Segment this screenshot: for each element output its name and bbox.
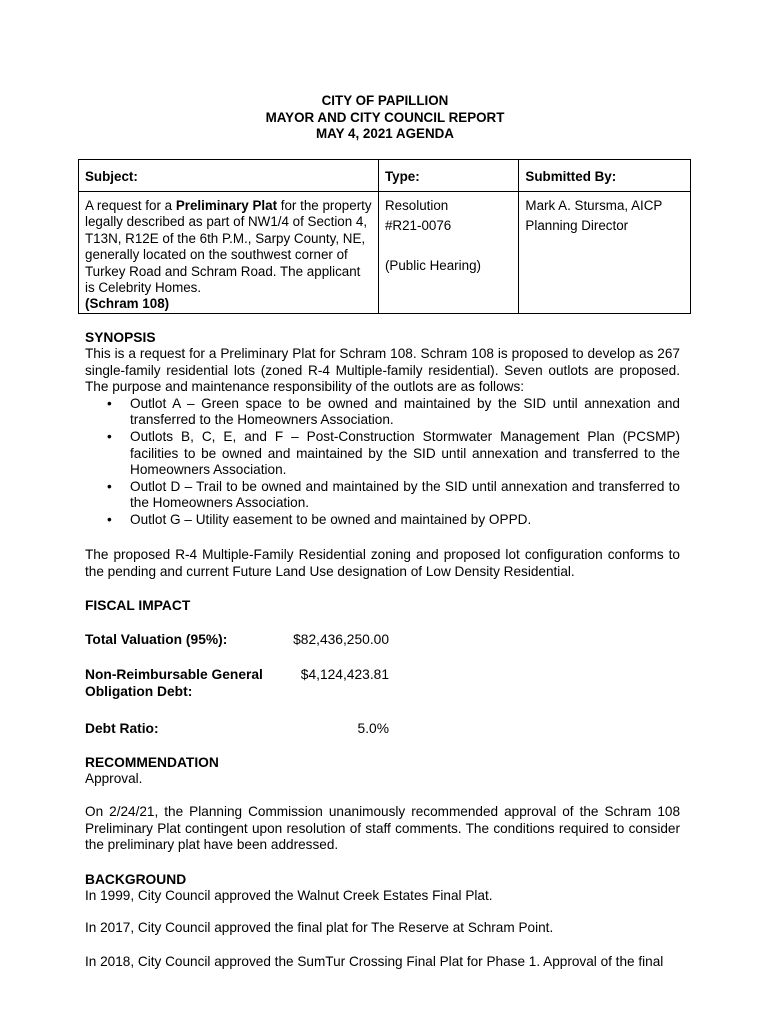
type-resolution-number: #R21-0076 <box>384 218 452 233</box>
debt-value: $4,124,423.81 <box>300 667 389 682</box>
debt-ratio-value: 5.0% <box>357 721 389 736</box>
fiscal-impact-title: FISCAL IMPACT <box>85 598 191 613</box>
agenda-date: MAY 4, 2021 AGENDA <box>316 126 454 141</box>
subject-heading: Subject: <box>79 160 379 192</box>
outlot-list-item: • Outlots B, C, E, and F – Post-Construction Stormwater Management Plan (PCSMP) facilities to be owned and maintained by the SID until annexation and transferred to the Homeowners Association. <box>130 429 680 479</box>
outlot-list-item: • Outlot A – Green space to be owned and maintained by the SID until annexation and transferred to the Homeowners Association. <box>130 396 680 429</box>
subject-text-pre: A request for a <box>85 198 176 213</box>
outlot-list-item: • Outlot D – Trail to be owned and maintained by the SID until annexation and transferred to the Homeowners Association. <box>130 479 680 512</box>
background-paragraph-2: In 2017, City Council approved the final plat for The Reserve at Schram Point. <box>85 920 554 935</box>
info-table <box>78 159 691 314</box>
background-title: BACKGROUND <box>85 872 187 887</box>
recommendation-title: RECOMMENDATION <box>85 755 219 770</box>
recommendation-text: Approval. <box>85 771 143 786</box>
submitted-by-heading: Submitted By: <box>519 160 691 192</box>
background-paragraph-3: In 2018, City Council approved the SumTur Crossing Final Plat for Phase 1. Approval of the final <box>85 954 664 969</box>
type-cell <box>378 192 518 314</box>
subject-text-post: for the property legally described as part of NW1/4 of Section 4, T13N, R12E of the 6th P.M., Sarpy County, NE, generally located on the southwest corner of Turkey Road and Schram Road. The applicant is Celebrity Homes. <box>85 198 372 296</box>
debt-label-line2: Obligation Debt: <box>85 684 193 699</box>
report-title: MAYOR AND CITY COUNCIL REPORT <box>265 109 505 125</box>
type-resolution: Resolution <box>384 198 449 213</box>
submitter-title: Planning Director <box>525 218 629 233</box>
synopsis-section <box>85 329 680 529</box>
synopsis-intro: This is a request for a Preliminary Plat for Schram 108. Schram 108 is proposed to develop as 267 single-family residential lots (zoned R-4 Multiple-family residential). Seven outlots are proposed. The purpose and maintenance responsibility of the outlots are as follows: <box>85 346 680 395</box>
type-heading: Type: <box>378 160 518 192</box>
background-paragraph-1: In 1999, City Council approved the Walnut Creek Estates Final Plat. <box>85 888 493 903</box>
report-header <box>0 93 770 143</box>
debt-ratio-label: Debt Ratio: <box>85 721 159 736</box>
debt-label <box>85 666 285 700</box>
outlot-list-item: • Outlot G – Utility easement to be owned and maintained by OPPD. <box>130 512 680 529</box>
info-table-header-row <box>79 160 691 192</box>
subject-text-bold: Preliminary Plat <box>175 198 278 213</box>
subject-cell <box>79 192 379 314</box>
recommendation-section <box>85 754 680 788</box>
outlot-list <box>85 396 680 529</box>
type-public-hearing: (Public Hearing) <box>384 258 481 273</box>
city-name: CITY OF PAPILLION <box>321 93 449 108</box>
debt-label-line1: Non-Reimbursable General <box>85 667 263 682</box>
total-valuation-label: Total Valuation (95%): <box>85 632 228 647</box>
submitted-by-cell <box>519 192 691 314</box>
background-section <box>85 871 680 905</box>
synopsis-title: SYNOPSIS <box>85 330 156 345</box>
submitter-name: Mark A. Stursma, AICP <box>525 198 663 213</box>
zoning-paragraph: The proposed R-4 Multiple-Family Residential zoning and proposed lot configuration conforms to the pending and current Future Land Use designation of Low Density Residential. <box>85 547 680 579</box>
subject-tag: (Schram 108) <box>85 296 170 312</box>
total-valuation-value: $82,436,250.00 <box>293 632 389 647</box>
planning-commission-paragraph: On 2/24/21, the Planning Commission unanimously recommended approval of the Schram 108 Preliminary Plat contingent upon resolution of staff comments. The conditions required to consider the preliminary plat have been addressed. <box>85 804 680 853</box>
info-table-body-row <box>79 192 691 314</box>
